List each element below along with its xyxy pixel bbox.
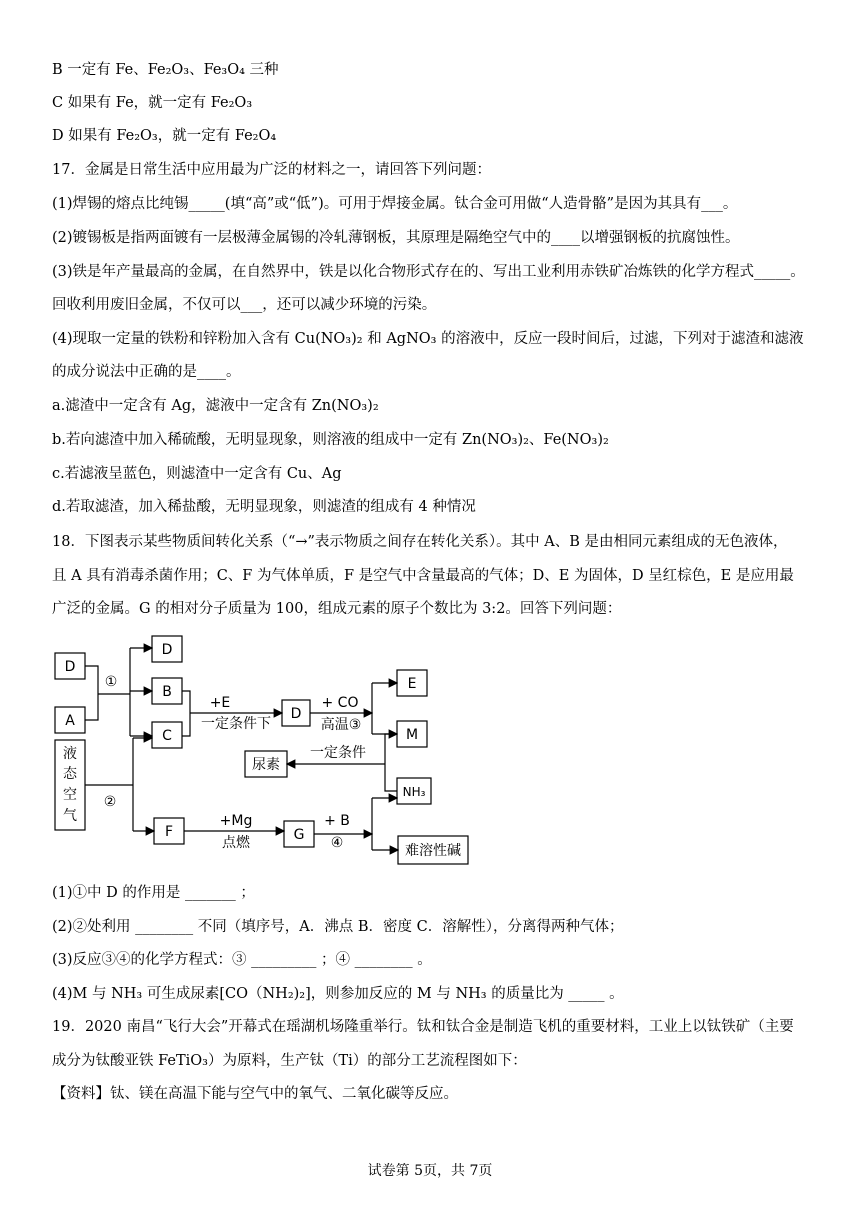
label-plus-mg: +Mg [219,813,253,829]
question-17-stem: 17．金属是日常生活中应用最为广泛的材料之一，请回答下列问题： [52,162,491,178]
text-line: D 如果有 Fe₂O₃，就一定有 Fe₂O₄ [52,128,277,144]
text-line: 的成分说法中正确的是____。 [52,364,241,380]
text-line: (1)焊锡的熔点比纯锡_____(填“高”或“低”)。可用于焊接金属。钛合金可用做“人造骨骼”是因为其具有___。 [52,196,738,212]
label-plus-b: + B [324,813,350,829]
text-line: 回收利用废旧金属，不仅可以___，还可以减少环境的污染。 [52,297,437,313]
page-footer: 试卷第 5页，共 7页 [367,1163,493,1179]
text-line: C 如果有 Fe，就一定有 Fe₂O₃ [52,95,253,111]
text-line: (4)M 与 NH₃ 可生成尿素[CO（NH₂)₂]，则参加反应的 M 与 NH₃ 的质量比为 _____ 。 [52,986,624,1002]
box-nh3: NH₃ [402,785,426,799]
text-line: (3)反应③④的化学方程式：③ _________ ；④ ________ 。 [52,952,432,968]
option-a: a.滤渣中一定含有 Ag，滤液中一定含有 Zn(NO₃)₂ [52,398,379,414]
box-d-left: D [64,659,76,675]
text-line: (2)②处利用 ________ 不同（填序号，A．沸点 B．密度 C．溶解性），分离得两种气体； [52,919,624,935]
box-g: G [293,827,305,843]
option-c: c.若滤液呈蓝色，则滤渣中一定含有 Cu、Ag [52,466,342,482]
label-high-temp-3: 高温③ [320,717,362,733]
box-insoluble-base: 难溶性碱 [405,843,461,859]
label-ignite: 点燃 [222,835,250,851]
label-condition-2: 一定条件 [310,745,366,761]
box-b: B [162,684,172,700]
liquid-air-char-2: 态 [63,766,77,782]
text-line: (4)现取一定量的铁粉和锌粉加入含有 Cu(NO₃)₂ 和 AgNO₃ 的溶液中，反应一段时间后，过滤，下列对于滤渣和滤液 [52,331,804,347]
liquid-air-char-1: 液 [63,746,77,762]
text-line: (1)①中 D 的作用是 _______ ； [52,885,255,901]
box-f: F [164,824,174,840]
label-plus-e: +E [209,695,231,711]
text-line: 广泛的金属。G 的相对分子质量为 100，组成元素的原子个数比为 3:2。回答下列问题： [52,601,622,617]
option-d: d.若取滤渣，加入稀盐酸，无明显现象，则滤渣的组成有 4 种情况 [52,499,476,515]
box-d-top: D [161,642,173,658]
label-plus-co: + CO [321,695,359,711]
text-line: 且 A 具有消毒杀菌作用；C、F 为气体单质，F 是空气中含量最高的气体；D、E 为固体，D 呈红棕色，E 是应用最 [52,568,794,584]
transformation-diagram [50,628,490,868]
label-2: ② [103,794,117,810]
label-condition-1: 一定条件下 [201,716,271,732]
text-line: 【资料】钛、镁在高温下能与空气中的氧气、二氧化碳等反应。 [52,1086,458,1102]
box-urea: 尿素 [252,757,280,773]
text-line: B 一定有 Fe、Fe₂O₃、Fe₃O₄ 三种 [52,62,279,78]
liquid-air-char-3: 空 [63,787,77,803]
text-line: 成分为钛酸亚铁 FeTiO₃）为原料，生产钛（Ti）的部分工艺流程图如下： [52,1053,527,1069]
question-19-stem: 19．2020 南昌“飞行大会”开幕式在瑶湖机场隆重举行。钛和钛合金是制造飞机的重要材料，工业上以钛铁矿（主要 [52,1019,794,1035]
box-e: E [407,676,417,692]
label-1: ① [104,674,118,690]
question-18-stem: 18．下图表示某些物质间转化关系（“→”表示物质之间存在转化关系）。其中 A、B 是由相同元素组成的无色液体， [52,534,788,550]
text-line: (2)镀锡板是指两面镀有一层极薄金属锡的冷轧薄钢板，其原理是隔绝空气中的____以增强钢板的抗腐蚀性。 [52,230,740,246]
box-c: C [162,728,172,744]
liquid-air-char-4: 气 [63,808,77,824]
box-a: A [65,713,75,729]
box-m: M [405,727,419,743]
text-line: (3)铁是年产量最高的金属，在自然界中，铁是以化合物形式存在的、写出工业利用赤铁矿冶炼铁的化学方程式_____。 [52,264,805,280]
option-b: b.若向滤渣中加入稀硫酸，无明显现象，则溶液的组成中一定有 Zn(NO₃)₂、Fe(NO₃)₂ [52,432,609,448]
label-4: ④ [330,835,344,851]
box-d-mid: D [290,706,302,722]
